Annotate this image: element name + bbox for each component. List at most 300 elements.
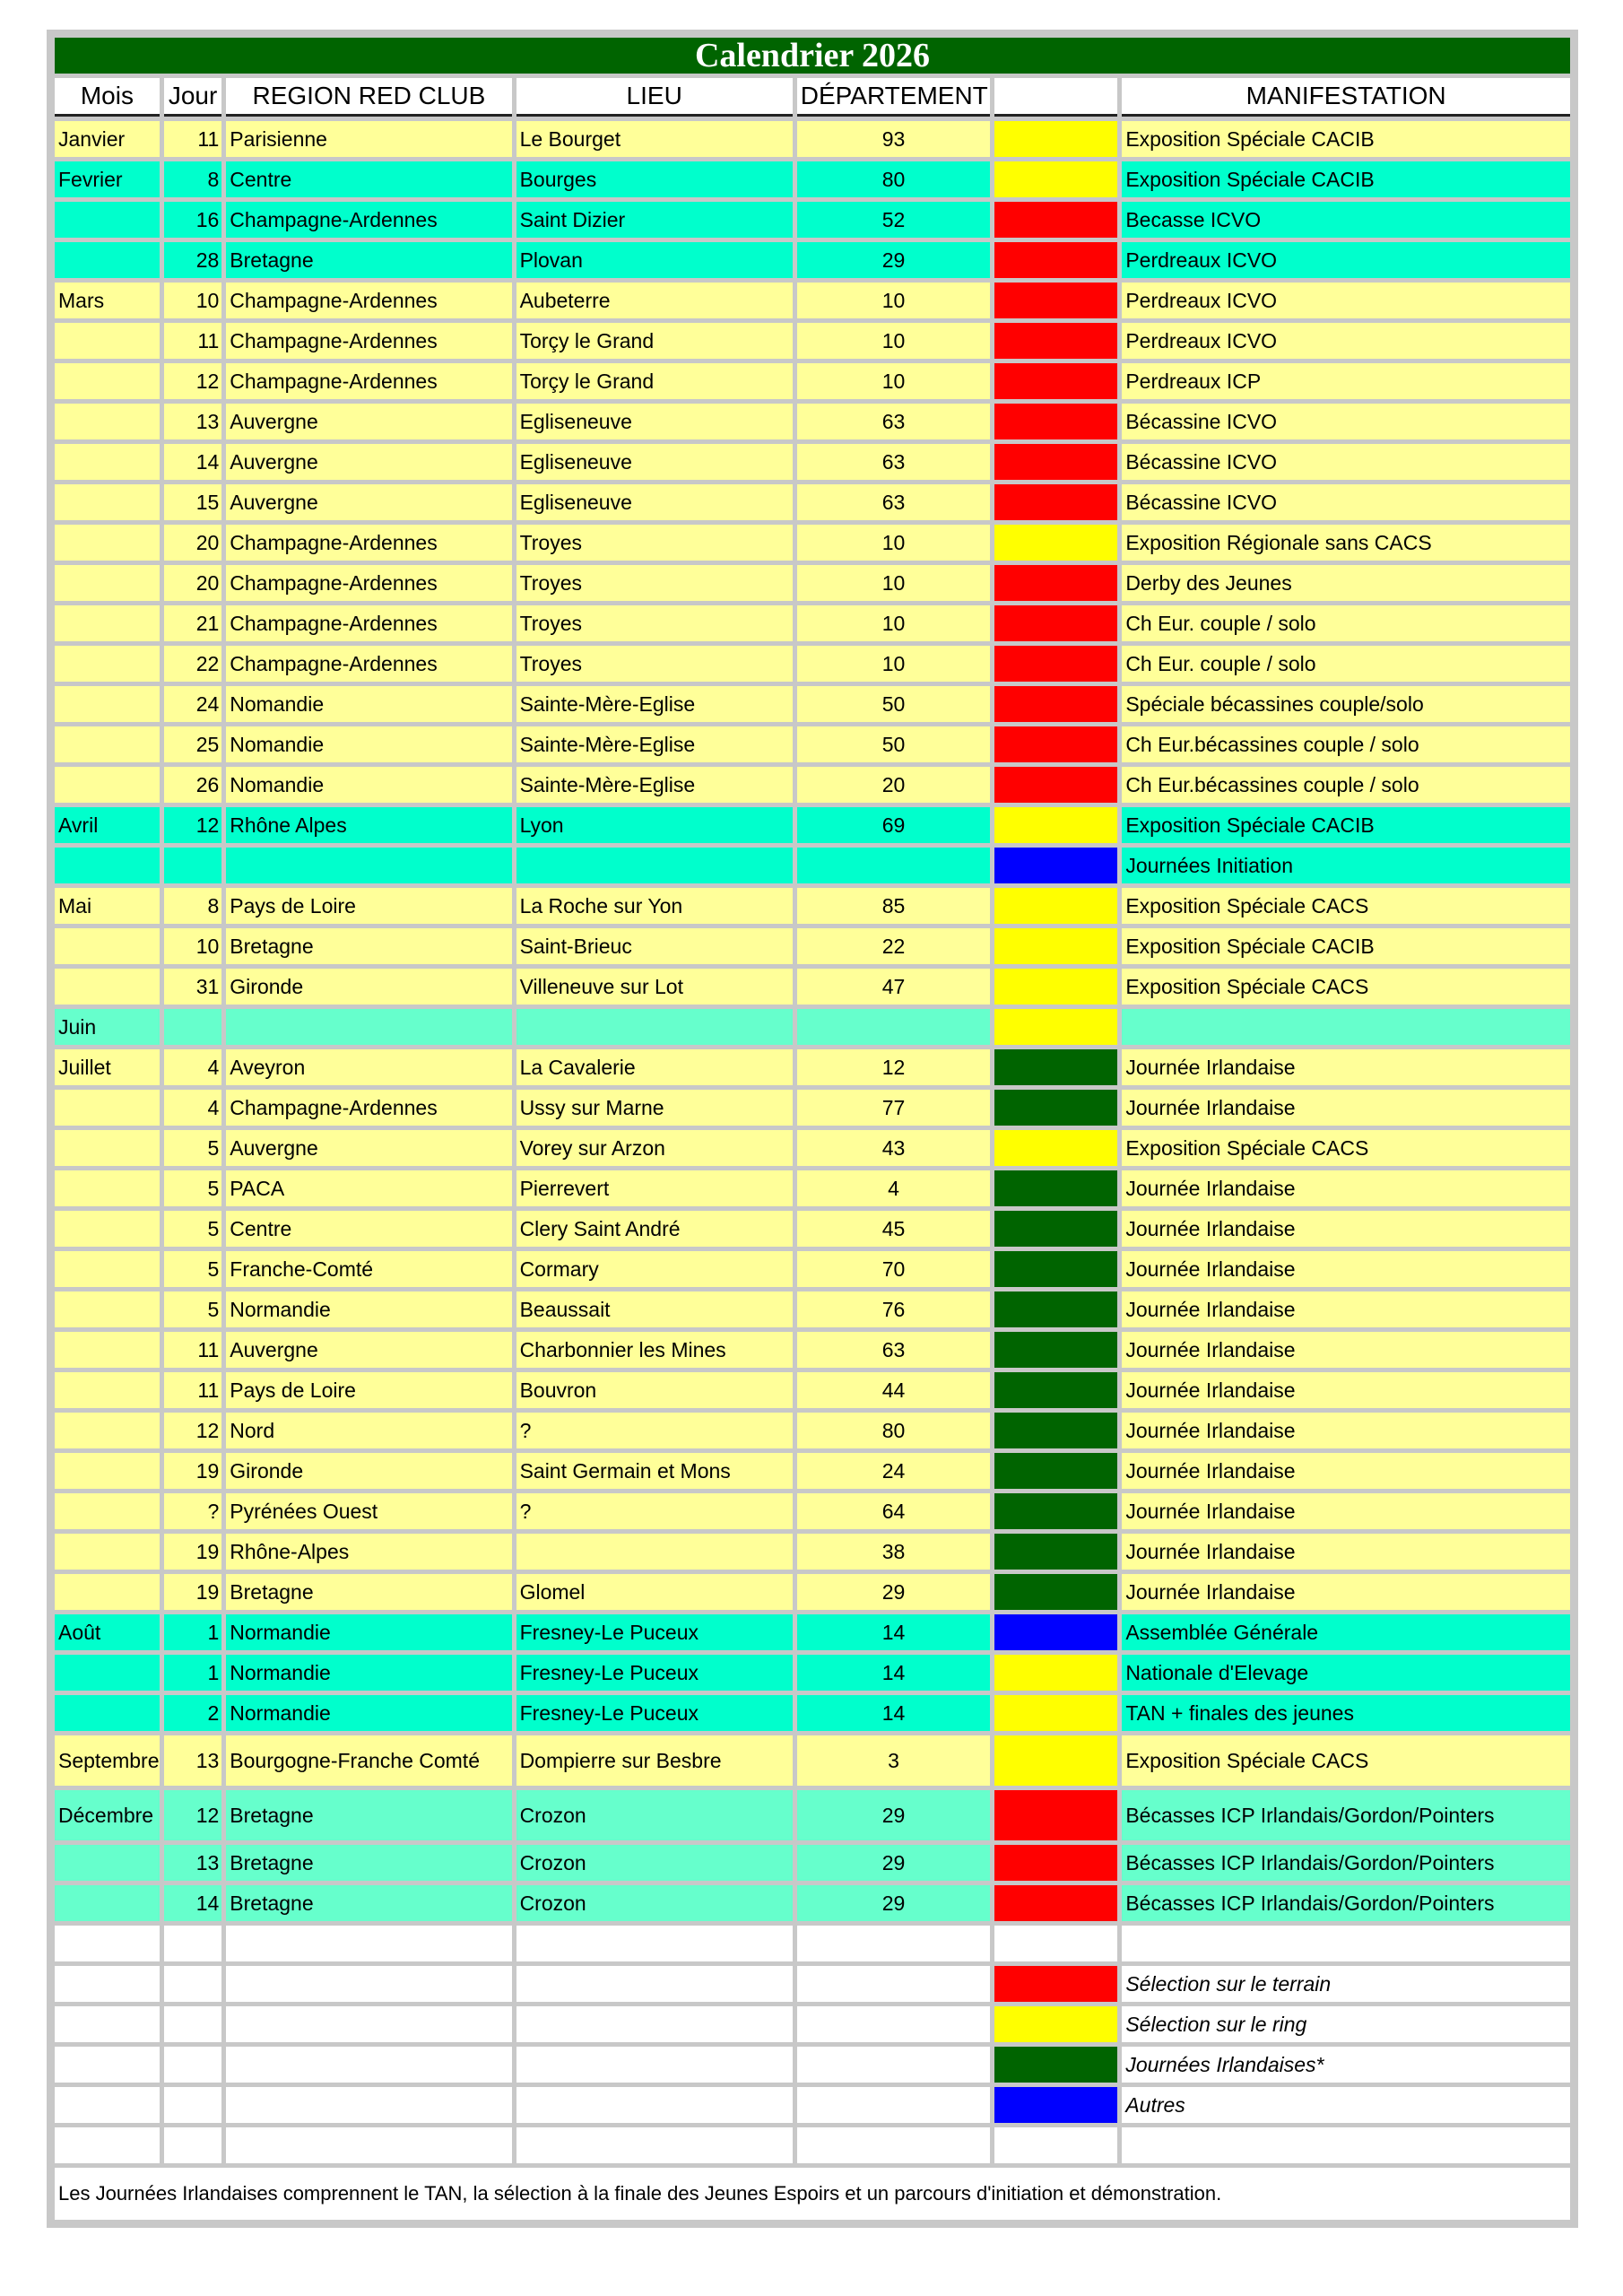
cell-category-color (994, 1695, 1117, 1731)
legend-row (55, 2006, 1570, 2042)
cell-manifestation: Perdreaux ICVO (1122, 242, 1570, 278)
cell-lieu: Crozon (516, 1845, 793, 1881)
cell-manifestation: Bécassine ICVO (1122, 404, 1570, 439)
cell-region: Champagne-Ardennes (226, 605, 511, 641)
cell-manifestation: Exposition Spéciale CACIB (1122, 161, 1570, 197)
blank-cell (55, 2127, 160, 2163)
cell-category-color (994, 1493, 1117, 1529)
cell-manifestation: Journée Irlandaise (1122, 1372, 1570, 1408)
cell-jour: 8 (164, 161, 221, 197)
table-row (55, 848, 1570, 883)
cell-category-color (994, 807, 1117, 843)
cell-jour: 11 (164, 323, 221, 359)
table-row (55, 323, 1570, 359)
cell-lieu: Saint Germain et Mons (516, 1453, 793, 1489)
blank-cell (164, 1966, 221, 2002)
cell-manifestation: Exposition Spéciale CACIB (1122, 928, 1570, 964)
header-mois: Mois (55, 78, 160, 117)
table-row (55, 1372, 1570, 1408)
cell-manifestation: Journée Irlandaise (1122, 1332, 1570, 1368)
cell-lieu: Le Bourget (516, 121, 793, 157)
cell-jour: 10 (164, 928, 221, 964)
cell-jour: 21 (164, 605, 221, 641)
cell-jour: 12 (164, 363, 221, 399)
cell-jour: 8 (164, 888, 221, 924)
cell-jour: 11 (164, 121, 221, 157)
cell-region: Gironde (226, 1453, 511, 1489)
cell-region: Pays de Loire (226, 888, 511, 924)
cell-jour: 4 (164, 1090, 221, 1126)
cell-jour: 31 (164, 969, 221, 1004)
cell-departement: 47 (797, 969, 991, 1004)
cell-lieu: Crozon (516, 1885, 793, 1921)
table-row (55, 1453, 1570, 1489)
cell-mois (55, 525, 160, 561)
blank-cell (1122, 2127, 1570, 2163)
cell-manifestation: Journée Irlandaise (1122, 1453, 1570, 1489)
cell-region: Champagne-Ardennes (226, 363, 511, 399)
blank-cell (516, 2047, 793, 2083)
cell-manifestation: Becasse ICVO (1122, 202, 1570, 238)
table-row (55, 1845, 1570, 1881)
table-row (55, 605, 1570, 641)
cell-lieu: Pierrevert (516, 1170, 793, 1206)
cell-category-color (994, 1170, 1117, 1206)
cell-jour: 26 (164, 767, 221, 803)
cell-manifestation (1122, 1009, 1570, 1045)
blank-cell (164, 1926, 221, 1961)
cell-region: Auvergne (226, 1130, 511, 1166)
cell-category-color (994, 767, 1117, 803)
cell-lieu: ? (516, 1413, 793, 1448)
legend-label: Sélection sur le ring (1122, 2006, 1570, 2042)
blank-cell (164, 2127, 221, 2163)
cell-mois (55, 928, 160, 964)
cell-mois (55, 686, 160, 722)
cell-category-color (994, 121, 1117, 157)
cell-departement: 93 (797, 121, 991, 157)
cell-departement: 10 (797, 323, 991, 359)
cell-manifestation: Nationale d'Elevage (1122, 1655, 1570, 1691)
cell-mois (55, 1372, 160, 1408)
cell-mois (55, 1413, 160, 1448)
cell-mois (55, 646, 160, 682)
cell-region: Pays de Loire (226, 1372, 511, 1408)
cell-category-color (994, 1090, 1117, 1126)
cell-manifestation: TAN + finales des jeunes (1122, 1695, 1570, 1731)
table-row (55, 1251, 1570, 1287)
header-color (994, 78, 1117, 117)
table-row (55, 1332, 1570, 1368)
cell-category-color (994, 969, 1117, 1004)
cell-lieu: Bouvron (516, 1372, 793, 1408)
cell-region: Nomandie (226, 686, 511, 722)
blank-row (55, 2127, 1570, 2163)
cell-jour: 28 (164, 242, 221, 278)
cell-jour: 5 (164, 1251, 221, 1287)
cell-region: Bretagne (226, 1574, 511, 1610)
cell-category-color (994, 444, 1117, 480)
cell-jour: 10 (164, 283, 221, 318)
cell-manifestation: Spéciale bécassines couple/solo (1122, 686, 1570, 722)
cell-departement: 14 (797, 1614, 991, 1650)
cell-category-color (994, 323, 1117, 359)
cell-mois: Mars (55, 283, 160, 318)
table-row (55, 525, 1570, 561)
cell-manifestation: Ch Eur.bécassines couple / solo (1122, 767, 1570, 803)
table-row (55, 444, 1570, 480)
cell-lieu: Sainte-Mère-Eglise (516, 686, 793, 722)
cell-category-color (994, 1130, 1117, 1166)
cell-jour: 5 (164, 1211, 221, 1247)
cell-jour: 13 (164, 1845, 221, 1881)
cell-manifestation: Bécassine ICVO (1122, 484, 1570, 520)
cell-lieu (516, 1009, 793, 1045)
cell-mois: Juin (55, 1009, 160, 1045)
cell-manifestation: Assemblée Générale (1122, 1614, 1570, 1650)
cell-mois (55, 1251, 160, 1287)
cell-departement: 63 (797, 484, 991, 520)
table-row (55, 363, 1570, 399)
cell-mois (55, 969, 160, 1004)
note-row (55, 2168, 1570, 2220)
cell-region: Nomandie (226, 726, 511, 762)
cell-region: Champagne-Ardennes (226, 525, 511, 561)
table-row (55, 646, 1570, 682)
cell-region: Auvergne (226, 404, 511, 439)
cell-region: Pyrénées Ouest (226, 1493, 511, 1529)
header-region: REGION RED CLUB (226, 78, 511, 117)
cell-lieu: La Roche sur Yon (516, 888, 793, 924)
cell-jour: 16 (164, 202, 221, 238)
cell-mois (55, 242, 160, 278)
cell-departement: 20 (797, 767, 991, 803)
cell-mois: Avril (55, 807, 160, 843)
cell-category-color (994, 1574, 1117, 1610)
table-row (55, 888, 1570, 924)
cell-region: Auvergne (226, 444, 511, 480)
cell-category-color (994, 484, 1117, 520)
cell-manifestation: Bécasses ICP Irlandais/Gordon/Pointers (1122, 1885, 1570, 1921)
cell-category-color (994, 726, 1117, 762)
cell-departement: 80 (797, 1413, 991, 1448)
blank-cell (797, 2087, 991, 2123)
cell-jour: 12 (164, 1790, 221, 1840)
cell-lieu: Troyes (516, 525, 793, 561)
calendar-table (50, 33, 1575, 2224)
table-row (55, 1790, 1570, 1840)
cell-mois (55, 1695, 160, 1731)
cell-departement: 4 (797, 1170, 991, 1206)
cell-region: Aveyron (226, 1049, 511, 1085)
cell-manifestation: Ch Eur. couple / solo (1122, 646, 1570, 682)
cell-departement: 50 (797, 726, 991, 762)
cell-manifestation: Journée Irlandaise (1122, 1574, 1570, 1610)
cell-lieu: Fresney-Le Puceux (516, 1655, 793, 1691)
cell-jour: 2 (164, 1695, 221, 1731)
cell-lieu: Egliseneuve (516, 404, 793, 439)
cell-category-color (994, 686, 1117, 722)
cell-manifestation: Exposition Spéciale CACS (1122, 969, 1570, 1004)
cell-manifestation: Ch Eur. couple / solo (1122, 605, 1570, 641)
blank-cell (55, 1926, 160, 1961)
page-title: Calendrier 2026 (55, 38, 1570, 74)
table-row (55, 1493, 1570, 1529)
cell-departement: 69 (797, 807, 991, 843)
table-row (55, 1735, 1570, 1786)
cell-region: Bretagne (226, 1790, 511, 1840)
cell-manifestation: Journée Irlandaise (1122, 1211, 1570, 1247)
cell-category-color (994, 1413, 1117, 1448)
blank-cell (797, 1926, 991, 1961)
cell-manifestation: Exposition Spéciale CACS (1122, 1735, 1570, 1786)
cell-region: Centre (226, 1211, 511, 1247)
cell-departement (797, 848, 991, 883)
cell-lieu: Cormary (516, 1251, 793, 1287)
cell-departement: 50 (797, 686, 991, 722)
cell-manifestation: Journée Irlandaise (1122, 1170, 1570, 1206)
table-row (55, 1090, 1570, 1126)
legend-swatch (994, 1966, 1117, 2002)
table-row (55, 1413, 1570, 1448)
cell-lieu: Glomel (516, 1574, 793, 1610)
cell-jour: 5 (164, 1130, 221, 1166)
cell-manifestation: Bécasses ICP Irlandais/Gordon/Pointers (1122, 1790, 1570, 1840)
cell-mois (55, 1655, 160, 1691)
cell-lieu: Dompierre sur Besbre (516, 1735, 793, 1786)
cell-jour: 22 (164, 646, 221, 682)
table-row (55, 283, 1570, 318)
blank-cell (516, 2127, 793, 2163)
header-departement: DÉPARTEMENT (797, 78, 991, 117)
cell-lieu: Vorey sur Arzon (516, 1130, 793, 1166)
cell-category-color (994, 1332, 1117, 1368)
legend-label: Journées Irlandaises* (1122, 2047, 1570, 2083)
cell-category-color (994, 1534, 1117, 1570)
cell-lieu: Clery Saint André (516, 1211, 793, 1247)
cell-mois (55, 1574, 160, 1610)
cell-region: Parisienne (226, 121, 511, 157)
cell-category-color (994, 161, 1117, 197)
blank-cell (226, 1966, 511, 2002)
cell-lieu: Troyes (516, 646, 793, 682)
table-row (55, 1009, 1570, 1045)
legend-label: Sélection sur le terrain (1122, 1966, 1570, 2002)
cell-jour: 13 (164, 404, 221, 439)
cell-category-color (994, 1655, 1117, 1691)
cell-category-color (994, 1453, 1117, 1489)
cell-region: Normandie (226, 1655, 511, 1691)
cell-manifestation: Journée Irlandaise (1122, 1292, 1570, 1327)
cell-departement (797, 1009, 991, 1045)
cell-departement: 63 (797, 1332, 991, 1368)
cell-region: Bretagne (226, 1845, 511, 1881)
cell-mois: Janvier (55, 121, 160, 157)
cell-manifestation: Journée Irlandaise (1122, 1251, 1570, 1287)
cell-jour (164, 848, 221, 883)
table-row (55, 484, 1570, 520)
cell-jour: 20 (164, 525, 221, 561)
blank-cell (55, 2047, 160, 2083)
blank-cell (516, 2006, 793, 2042)
cell-jour: 15 (164, 484, 221, 520)
cell-departement: 10 (797, 283, 991, 318)
cell-category-color (994, 1885, 1117, 1921)
cell-region: Rhône Alpes (226, 807, 511, 843)
cell-manifestation: Journées Initiation (1122, 848, 1570, 883)
cell-region: Franche-Comté (226, 1251, 511, 1287)
cell-jour (164, 1009, 221, 1045)
blank-cell (226, 2127, 511, 2163)
cell-departement: 44 (797, 1372, 991, 1408)
cell-region: Bretagne (226, 242, 511, 278)
cell-jour: 1 (164, 1614, 221, 1650)
table-row (55, 969, 1570, 1004)
cell-category-color (994, 646, 1117, 682)
table-row (55, 928, 1570, 964)
cell-mois (55, 1534, 160, 1570)
cell-mois (55, 323, 160, 359)
cell-region: Gironde (226, 969, 511, 1004)
cell-lieu (516, 848, 793, 883)
cell-region: Normandie (226, 1614, 511, 1650)
cell-region: Bourgogne-Franche Comté (226, 1735, 511, 1786)
legend-row (55, 1966, 1570, 2002)
calendar-sheet (47, 30, 1578, 2228)
cell-departement: 70 (797, 1251, 991, 1287)
blank-cell (797, 1966, 991, 2002)
cell-manifestation: Perdreaux ICVO (1122, 283, 1570, 318)
cell-mois (55, 1170, 160, 1206)
blank-cell (226, 2047, 511, 2083)
cell-lieu: ? (516, 1493, 793, 1529)
cell-departement: 64 (797, 1493, 991, 1529)
cell-departement: 63 (797, 444, 991, 480)
cell-region: Champagne-Ardennes (226, 646, 511, 682)
cell-departement: 10 (797, 646, 991, 682)
table-row (55, 1292, 1570, 1327)
blank-cell (226, 2006, 511, 2042)
cell-jour: 5 (164, 1292, 221, 1327)
cell-lieu (516, 1534, 793, 1570)
cell-lieu: Sainte-Mère-Eglise (516, 726, 793, 762)
cell-region: Auvergne (226, 1332, 511, 1368)
cell-jour: 19 (164, 1453, 221, 1489)
cell-departement: 12 (797, 1049, 991, 1085)
cell-lieu: Torçy le Grand (516, 323, 793, 359)
blank-cell (516, 1966, 793, 2002)
cell-mois (55, 202, 160, 238)
cell-lieu: Charbonnier les Mines (516, 1332, 793, 1368)
legend-swatch (994, 2006, 1117, 2042)
cell-region: Auvergne (226, 484, 511, 520)
cell-lieu: Plovan (516, 242, 793, 278)
cell-manifestation: Journée Irlandaise (1122, 1534, 1570, 1570)
cell-lieu: Saint-Brieuc (516, 928, 793, 964)
cell-region: Champagne-Ardennes (226, 565, 511, 601)
cell-lieu: Torçy le Grand (516, 363, 793, 399)
table-row (55, 1049, 1570, 1085)
cell-departement: 29 (797, 1845, 991, 1881)
legend-swatch (994, 2047, 1117, 2083)
cell-category-color (994, 1735, 1117, 1786)
table-row (55, 1655, 1570, 1691)
cell-departement: 38 (797, 1534, 991, 1570)
table-row (55, 1130, 1570, 1166)
blank-cell (516, 2087, 793, 2123)
cell-departement: 29 (797, 1885, 991, 1921)
cell-departement: 29 (797, 242, 991, 278)
cell-departement: 63 (797, 404, 991, 439)
cell-manifestation: Exposition Spéciale CACS (1122, 888, 1570, 924)
cell-mois (55, 484, 160, 520)
blank-cell (164, 2047, 221, 2083)
cell-mois (55, 1211, 160, 1247)
cell-category-color (994, 565, 1117, 601)
cell-category-color (994, 525, 1117, 561)
cell-category-color (994, 202, 1117, 238)
cell-departement: 76 (797, 1292, 991, 1327)
cell-category-color (994, 242, 1117, 278)
cell-departement: 10 (797, 605, 991, 641)
cell-region: Champagne-Ardennes (226, 202, 511, 238)
cell-manifestation: Exposition Régionale sans CACS (1122, 525, 1570, 561)
cell-departement: 43 (797, 1130, 991, 1166)
table-row (55, 1614, 1570, 1650)
cell-category-color (994, 1614, 1117, 1650)
cell-region: Centre (226, 161, 511, 197)
cell-region: Bretagne (226, 1885, 511, 1921)
cell-region: Nord (226, 1413, 511, 1448)
cell-jour: 12 (164, 1413, 221, 1448)
cell-region: Bretagne (226, 928, 511, 964)
cell-manifestation: Exposition Spéciale CACIB (1122, 807, 1570, 843)
cell-lieu: Saint Dizier (516, 202, 793, 238)
cell-mois: Décembre (55, 1790, 160, 1840)
cell-mois (55, 1845, 160, 1881)
cell-lieu: La Cavalerie (516, 1049, 793, 1085)
cell-mois (55, 1292, 160, 1327)
table-row (55, 161, 1570, 197)
cell-mois (55, 1332, 160, 1368)
cell-region (226, 848, 511, 883)
legend-row (55, 2047, 1570, 2083)
cell-region (226, 1009, 511, 1045)
cell-region: Champagne-Ardennes (226, 323, 511, 359)
cell-lieu: Fresney-Le Puceux (516, 1614, 793, 1650)
cell-departement: 10 (797, 525, 991, 561)
cell-category-color (994, 1292, 1117, 1327)
cell-manifestation: Journée Irlandaise (1122, 1049, 1570, 1085)
table-row (55, 1695, 1570, 1731)
cell-jour: 11 (164, 1332, 221, 1368)
cell-jour: ? (164, 1493, 221, 1529)
cell-region: Normandie (226, 1695, 511, 1731)
cell-category-color (994, 363, 1117, 399)
cell-lieu: Troyes (516, 565, 793, 601)
cell-jour: 19 (164, 1534, 221, 1570)
cell-mois (55, 565, 160, 601)
cell-region: Normandie (226, 1292, 511, 1327)
cell-mois (55, 363, 160, 399)
cell-departement: 45 (797, 1211, 991, 1247)
cell-mois: Mai (55, 888, 160, 924)
cell-category-color (994, 1009, 1117, 1045)
cell-mois (55, 1453, 160, 1489)
cell-region: Champagne-Ardennes (226, 283, 511, 318)
cell-jour: 14 (164, 444, 221, 480)
header-manifestation: MANIFESTATION (1122, 78, 1570, 117)
